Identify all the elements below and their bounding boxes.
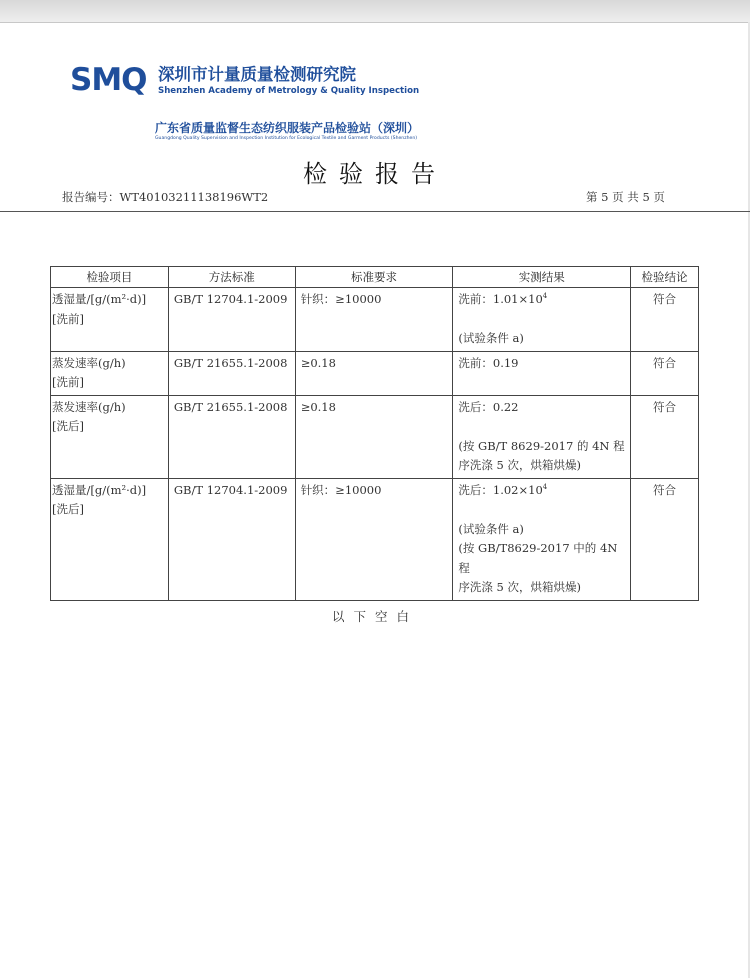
header-result: 实测结果 (453, 267, 631, 288)
table-row (51, 288, 699, 352)
viewer-top-bar (0, 0, 750, 23)
conclusion: 符合 (631, 395, 699, 478)
item-name: 蒸发速率(g/h) (52, 399, 126, 414)
test-result (453, 395, 631, 478)
requirement: 针织：≥10000 (295, 478, 453, 600)
header-requirement: 标准要求 (295, 267, 453, 288)
item-condition: [洗后] (52, 502, 84, 516)
institute-name-en: Shenzhen Academy of Metrology & Quality Inspection (158, 86, 420, 96)
result-note: (试验条件 a) (458, 331, 524, 345)
test-result (453, 478, 631, 600)
item-condition: [洗前] (52, 311, 84, 326)
result-note: (按 GB/T 8629-2017 的 4N 程 (458, 438, 625, 453)
result-value: 洗后：0.22 (458, 399, 519, 414)
result-note: (试验条件 a) (458, 521, 524, 536)
test-result (453, 351, 631, 395)
result-exponent: 4 (542, 292, 548, 300)
report-title: 检验报告 (303, 160, 447, 188)
result-value: 洗前：0.19 (458, 355, 519, 370)
method-standard: GB/T 12704.1-2009 (168, 478, 295, 600)
header-item: 检验项目 (51, 267, 169, 288)
station-name-cn: 广东省质量监督生态纺织服装产品检验站（深圳） (155, 121, 420, 135)
header-method: 方法标准 (168, 267, 295, 288)
header-conclusion: 检验结论 (631, 267, 699, 288)
item-name: 透湿量/[g/(m²·d)] (52, 292, 147, 306)
result-value: 洗前：1.01×10 (458, 292, 543, 306)
result-exponent: 4 (542, 482, 548, 491)
item-condition: [洗前] (52, 375, 84, 389)
method-standard: GB/T 12704.1-2009 (168, 288, 295, 352)
requirement: ≥0.18 (295, 351, 453, 395)
table-header-row (51, 267, 699, 288)
header-divider (0, 211, 750, 212)
test-result (453, 288, 631, 352)
result-note: (按 GB/T8629-2017 中的 4N 程 (458, 541, 618, 575)
end-of-report-note: 以下空白 (331, 609, 418, 624)
table-row (51, 351, 699, 395)
institute-logo (70, 62, 420, 102)
institute-name-cn: 深圳市计量质量检测研究院 (158, 65, 356, 84)
method-standard: GB/T 21655.1-2008 (168, 395, 295, 478)
page-indicator: 第 5 页 共 5 页 (586, 190, 665, 204)
item-name: 透湿量/[g/(m²·d)] (52, 482, 147, 497)
result-value: 洗后：1.02×10 (458, 482, 543, 497)
method-standard: GB/T 21655.1-2008 (168, 351, 295, 395)
conclusion: 符合 (631, 288, 699, 352)
table-row (51, 478, 699, 600)
test-item (51, 288, 169, 352)
report-number: 报告编号：WT40103211138196WT2 (62, 190, 269, 204)
item-name: 蒸发速率(g/h) (52, 355, 126, 370)
test-item (51, 478, 169, 600)
smq-logo-mark: SMQ (70, 62, 147, 98)
test-item (51, 395, 169, 478)
requirement: ≥0.18 (295, 395, 453, 478)
results-table (50, 266, 699, 601)
item-condition: [洗后] (52, 419, 84, 433)
test-item (51, 351, 169, 395)
conclusion: 符合 (631, 478, 699, 600)
inspection-station (155, 120, 420, 141)
conclusion: 符合 (631, 351, 699, 395)
result-note: 序洗涤 5 次，烘箱烘燥) (458, 458, 582, 472)
table-row (51, 395, 699, 478)
result-note: 序洗涤 5 次，烘箱烘燥) (458, 580, 582, 594)
requirement: 针织：≥10000 (295, 288, 453, 352)
station-name-en: Guangdong Quality Supervision and Inspection Institution for Ecological Textile and Garment Products (Shenzhen) (155, 136, 418, 141)
